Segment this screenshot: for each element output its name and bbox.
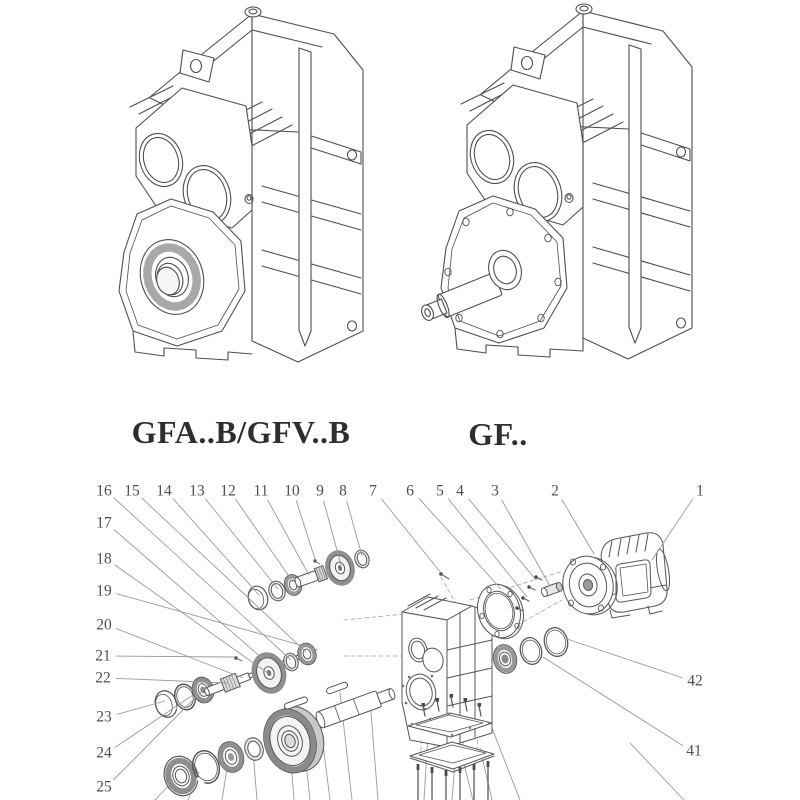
part-number-11: 11 <box>253 482 269 500</box>
leader-line-10 <box>296 500 315 559</box>
part-number-42: 42 <box>687 672 703 690</box>
part-number-22: 22 <box>95 669 111 687</box>
part-number-8: 8 <box>339 482 347 500</box>
part-number-6: 6 <box>406 482 414 500</box>
part-number-25: 25 <box>96 778 112 796</box>
part-number-callouts <box>95 483 704 796</box>
part-number-7: 7 <box>369 482 377 500</box>
part-number-16: 16 <box>96 482 112 500</box>
part-number-41: 41 <box>686 742 702 760</box>
leader-line-4 <box>468 499 536 580</box>
part-number-13: 13 <box>189 482 205 500</box>
part-number-24: 24 <box>96 744 112 762</box>
part-number-4: 4 <box>456 482 464 500</box>
leader-line-8 <box>347 501 362 556</box>
leader-line-14 <box>173 498 259 595</box>
part-number-2: 2 <box>551 482 559 500</box>
model-label-gfab-gfvb: GFA..B/GFV..B <box>131 414 351 450</box>
part-number-1: 1 <box>696 482 704 500</box>
gearbox-drawing-gf <box>418 4 692 359</box>
part-number-23: 23 <box>96 708 112 726</box>
leader-line-5 <box>448 499 527 597</box>
part-number-14: 14 <box>156 482 172 500</box>
part-number-12: 12 <box>220 482 236 500</box>
part-number-3: 3 <box>491 482 499 500</box>
leader-line-20 <box>116 629 243 678</box>
model-label-gf: GF.. <box>468 416 528 452</box>
leader-line-19 <box>117 594 318 650</box>
leader-line-41 <box>543 657 683 746</box>
part-number-9: 9 <box>316 482 324 500</box>
part-number-15: 15 <box>124 482 140 500</box>
leader-line-11 <box>267 500 309 575</box>
leader-line-17 <box>114 530 263 659</box>
leader-line-6 <box>419 498 501 589</box>
leader-line-3 <box>502 500 550 586</box>
part-number-17: 17 <box>96 514 112 532</box>
part-number-10: 10 <box>284 482 300 500</box>
leader-line-22 <box>116 678 228 683</box>
leader-line-7 <box>381 499 441 573</box>
part-number-21: 21 <box>95 647 111 665</box>
gearbox-drawing-gfab <box>119 7 363 362</box>
leader-line-42 <box>567 639 683 678</box>
leader-line-21 <box>116 656 234 657</box>
leader-line-12 <box>236 499 293 582</box>
exploded-view-drawing <box>152 533 684 800</box>
part-number-18: 18 <box>96 550 112 568</box>
leader-line-16 <box>114 498 291 660</box>
part-number-20: 20 <box>96 616 112 634</box>
leader-line-2 <box>562 500 594 554</box>
part-number-19: 19 <box>96 582 112 600</box>
leader-line-1 <box>652 499 693 560</box>
part-number-5: 5 <box>436 482 444 500</box>
